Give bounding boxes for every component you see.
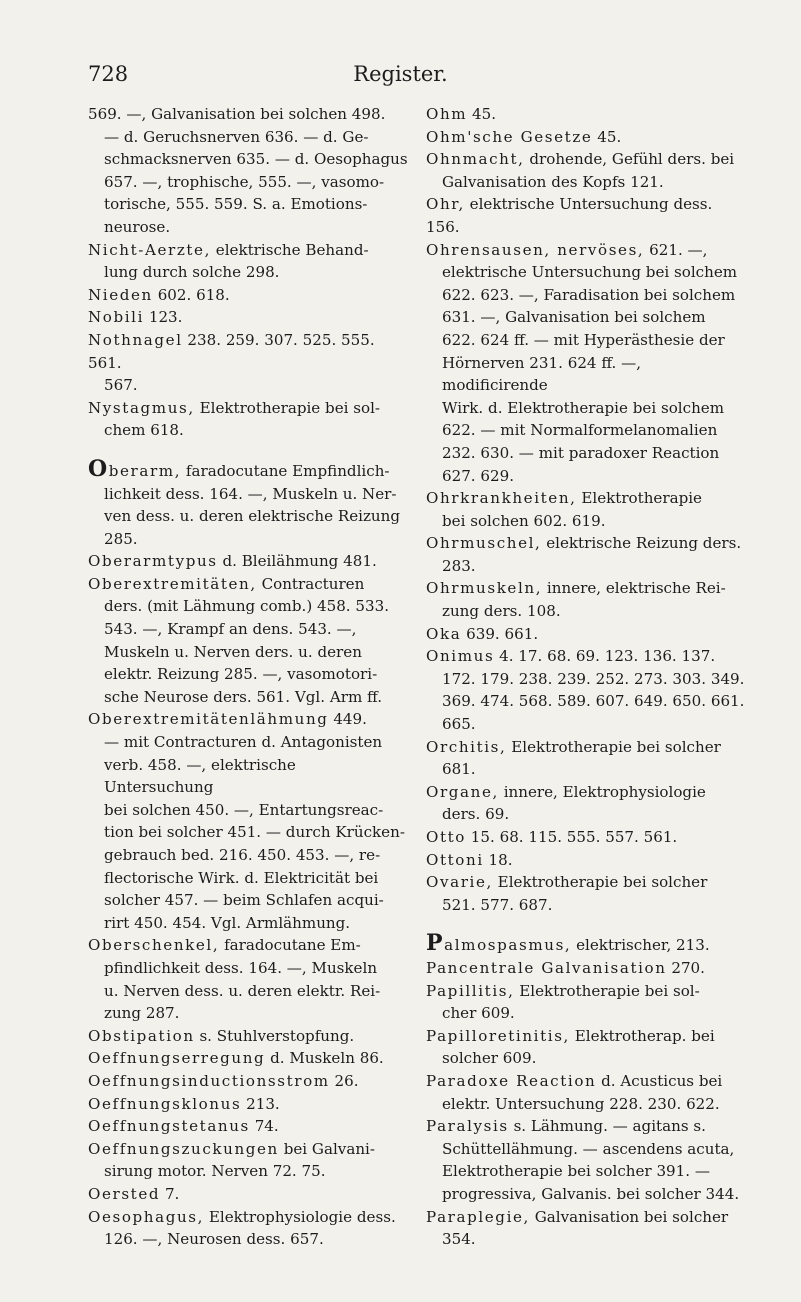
entry-keyword: Oersted [88, 1184, 161, 1203]
entry-text: 7. [160, 1184, 180, 1203]
index-entry [88, 103, 408, 239]
entry-text: pfindlichkeit dess. 164. —, Muskeln [104, 958, 378, 977]
entry-continuation-line [426, 668, 746, 691]
entry-continuation-line [88, 171, 408, 194]
entry-keyword: Palmospasmus, [426, 930, 572, 957]
index-entry [88, 1138, 408, 1183]
entry-text: s. Stuhlverstopfung. [194, 1026, 355, 1045]
index-entry [88, 934, 408, 1024]
entry-first-line [88, 329, 408, 374]
entry-keyword: Otto [426, 828, 466, 846]
entry-text: Contracturen [256, 574, 365, 593]
entry-keyword: Nystagmus, [88, 398, 195, 417]
entry-continuation-line [426, 465, 746, 488]
entry-text: 567. [104, 376, 138, 395]
entry-continuation-line [426, 284, 746, 307]
entry-keyword: Ohrmuschel, [426, 534, 542, 553]
entry-first-line [426, 871, 746, 894]
index-entry [426, 126, 746, 149]
entry-continuation-line [426, 1047, 746, 1070]
entry-text: elektr. Untersuchung 228. 230. 622. [442, 1094, 720, 1113]
entry-first-line [426, 736, 746, 759]
entry-keyword: Papillitis, [426, 981, 515, 1000]
entry-first-line [426, 532, 746, 555]
entry-text: bei Galvani- [278, 1139, 375, 1158]
entry-first-line [426, 781, 746, 804]
entry-text: 123. [144, 308, 183, 327]
index-entry [426, 532, 746, 577]
entry-continuation-line [88, 980, 408, 1003]
entry-keyword: Ohnmacht, [426, 150, 525, 169]
entry-continuation-line [426, 1002, 746, 1025]
entry-text: — mit Contracturen d. Antagonisten [104, 733, 383, 752]
entry-text: Elektrotherapie bei solcher [492, 873, 708, 892]
entry-text: 213. [241, 1094, 280, 1113]
entry-text: 665. [442, 715, 476, 734]
entry-text: 681. [442, 760, 476, 779]
entry-continuation-line [88, 483, 408, 506]
index-entry [88, 1070, 408, 1093]
entry-first-line [88, 708, 408, 731]
entry-keyword: Oberschenkel, [88, 936, 220, 955]
entry-continuation-line [88, 641, 408, 664]
entry-first-line [88, 397, 408, 420]
page-header [0, 62, 801, 90]
entry-first-line [426, 980, 746, 1003]
index-entry [426, 148, 746, 193]
index-entry [426, 957, 746, 980]
entry-text: Hörnerven 231. 624 ff. —, modificirende [442, 353, 641, 395]
index-entry [88, 306, 408, 329]
entry-text: innere, Elektrophysiologie [498, 782, 706, 801]
entry-first-line [426, 932, 746, 957]
right-column [426, 103, 746, 1251]
index-entry [426, 239, 746, 488]
entry-keyword: Oeffnungstetanus [88, 1117, 250, 1136]
entry-first-line [426, 826, 746, 849]
entry-continuation-line [426, 803, 746, 826]
entry-text: elektrische Untersuchung bei solchem [442, 263, 738, 282]
entry-first-line [88, 103, 408, 126]
entry-text: solcher 609. [442, 1049, 537, 1068]
entry-text: ders. (mit Lähmung comb.) 458. 533. [104, 597, 390, 616]
entry-continuation-line [88, 867, 408, 890]
entry-text: 657. —, trophische, 555. —, vasomo- [104, 172, 385, 191]
entry-text: Galvanisation des Kopfs 121. [442, 172, 664, 191]
entry-text: 26. [329, 1071, 359, 1090]
entry-continuation-line [426, 1160, 746, 1183]
index-entry [88, 1047, 408, 1070]
index-entry [426, 781, 746, 826]
entry-continuation-line [426, 1228, 746, 1251]
index-entry [426, 1070, 746, 1115]
entry-text: neurose. [104, 217, 171, 236]
entry-text: verb. 458. —, elektrische Untersuchung [104, 755, 296, 797]
index-entry [88, 455, 408, 550]
entry-first-line [426, 126, 746, 149]
entry-continuation-line [426, 600, 746, 623]
entry-first-line [88, 1138, 408, 1161]
entry-continuation-line [88, 731, 408, 754]
entry-text: 354. [442, 1230, 476, 1249]
entry-first-line [426, 577, 746, 600]
entry-text: cher 609. [442, 1004, 515, 1023]
index-entry [88, 239, 408, 284]
entry-continuation-line [88, 663, 408, 686]
entry-continuation-line [88, 216, 408, 239]
entry-first-line [88, 1093, 408, 1116]
entry-text: 639. 661. [461, 624, 539, 643]
index-entry [88, 397, 408, 442]
entry-continuation-line [88, 261, 408, 284]
entry-text: Galvanisation bei solcher [529, 1207, 729, 1226]
entry-first-line [426, 193, 746, 238]
entry-continuation-line [426, 442, 746, 465]
entry-keyword: Nicht-Aerzte, [88, 240, 211, 259]
index-entry [426, 980, 746, 1025]
entry-text: 285. [104, 529, 138, 548]
entry-keyword: Ohrmuskeln, [426, 579, 543, 598]
entry-continuation-line [88, 799, 408, 822]
entry-text: progressiva, Galvanis. bei solcher 344. [442, 1184, 740, 1203]
entry-keyword: Oeffnungserregung [88, 1049, 266, 1068]
entry-keyword: Ohrkrankheiten, [426, 489, 577, 508]
entry-text: sirung motor. Nerven 72. 75. [104, 1162, 326, 1181]
entry-text: 569. —, Galvanisation bei solchen 498. [88, 105, 386, 123]
entry-text: 45. [592, 127, 622, 146]
left-column [88, 103, 408, 1251]
entry-text: bei solchen 602. 619. [442, 511, 606, 530]
index-entry [88, 1183, 408, 1206]
entry-continuation-line [426, 690, 746, 713]
entry-continuation-line [88, 595, 408, 618]
entry-text: s. Lähmung. — agitans s. [508, 1117, 706, 1136]
entry-continuation-line [426, 352, 746, 397]
entry-text: 283. [442, 556, 476, 575]
entry-continuation-line [88, 1002, 408, 1025]
entry-first-line [88, 1070, 408, 1093]
entry-text: elektrischer, 213. [571, 936, 710, 955]
index-entry [426, 577, 746, 622]
entry-keyword: Paraplegie, [426, 1207, 530, 1226]
entry-keyword: Obstipation [88, 1026, 195, 1045]
entry-text: elektr. Reizung 285. —, vasomotori- [104, 665, 378, 684]
entry-text: 622. 623. —, Faradisation bei solchem [442, 285, 736, 304]
entry-keyword: Oberextremitätenlähmung [88, 710, 329, 729]
entry-first-line [426, 239, 746, 262]
entry-text: Schüttellähmung. — ascendens acuta, [442, 1139, 735, 1158]
entry-text: faradocutane Em- [219, 936, 361, 955]
index-entry [426, 1115, 746, 1205]
entry-continuation-line [88, 754, 408, 799]
entry-text: 238. 259. 307. 525. 555. 561. [88, 330, 375, 372]
entry-first-line [88, 306, 408, 329]
entry-continuation-line [88, 528, 408, 551]
page-number: 728 [88, 62, 129, 86]
entry-text: 15. 68. 115. 555. 557. 561. [466, 828, 678, 846]
entry-first-line [426, 1070, 746, 1093]
entry-text: faradocutane Empfindlich- [181, 461, 390, 480]
index-entry [88, 708, 408, 934]
entry-continuation-line [426, 555, 746, 578]
entry-text: Elektrotherapie bei sol- [194, 398, 381, 417]
index-entry [426, 103, 746, 126]
entry-text: u. Nerven dess. u. deren elektr. Rei- [104, 981, 381, 1000]
entry-text: lichkeit dess. 164. —, Muskeln u. Ner- [104, 484, 397, 503]
entry-first-line [426, 623, 746, 646]
entry-continuation-line [88, 821, 408, 844]
entry-text: Muskeln u. Nerven ders. u. deren [104, 642, 362, 661]
entry-first-line [426, 849, 746, 872]
entry-continuation-line [426, 1138, 746, 1161]
entry-keyword: Ohr, [426, 195, 465, 214]
entry-text: Elektrotherapie bei solcher [506, 737, 721, 756]
index-entry [426, 849, 746, 872]
entry-text: 270. [666, 958, 705, 977]
entry-first-line [426, 957, 746, 980]
entry-text: d. Bleilähmung 481. [217, 552, 377, 571]
index-entry [88, 573, 408, 709]
entry-text: 602. 618. [152, 285, 230, 304]
entry-text: Elektrotherap. bei [569, 1026, 715, 1045]
index-entry [426, 1025, 746, 1070]
entry-text: elektrische Reizung ders. [541, 534, 742, 553]
entry-first-line [88, 1115, 408, 1138]
index-entry [426, 736, 746, 781]
entry-text: Elektrotherapie [576, 489, 702, 508]
entry-gap [88, 442, 408, 458]
entry-continuation-line [88, 1160, 408, 1183]
entry-keyword: Paralysis [426, 1117, 509, 1136]
entry-first-line [88, 1183, 408, 1206]
entry-continuation-line [426, 397, 746, 420]
entry-text: ven dess. u. deren elektrische Reizung [104, 507, 401, 526]
entry-text: rirt 450. 454. Vgl. Armlähmung. [104, 913, 351, 932]
entry-text: 543. —, Krampf an dens. 543. —, [104, 620, 357, 639]
entry-text: 126. —, Neurosen dess. 657. [104, 1230, 324, 1249]
entry-text: chem 618. [104, 421, 184, 440]
entry-continuation-line [426, 713, 746, 736]
entry-keyword: Oeffnungsklonus [88, 1094, 242, 1113]
entry-text: 45. [467, 105, 497, 123]
entry-text: 232. 630. — mit paradoxer Reaction [442, 443, 720, 462]
running-head: Register. [353, 62, 448, 86]
entry-text: solcher 457. — beim Schlafen acqui- [104, 891, 384, 910]
entry-keyword: Orchitis, [426, 737, 507, 756]
entry-continuation-line [426, 419, 746, 442]
entry-text: 74. [249, 1117, 279, 1136]
entry-text: 627. 629. [442, 466, 515, 485]
entry-text: 369. 474. 568. 589. 607. 649. 650. 661. [442, 692, 745, 711]
entry-text: 621. —, [644, 240, 708, 259]
entry-text: zung ders. 108. [442, 602, 561, 621]
entry-first-line [426, 103, 746, 126]
entry-first-line [88, 1025, 408, 1048]
entry-first-line [88, 550, 408, 573]
entry-text: 521. 577. 687. [442, 895, 553, 914]
entry-first-line [88, 934, 408, 957]
entry-keyword: Oka [426, 624, 462, 643]
entry-text: ders. 69. [442, 805, 510, 824]
entry-first-line [88, 455, 408, 483]
entry-keyword: Oberarm, [88, 455, 182, 482]
entry-text: Wirk. d. Elektrotherapie bei solchem [442, 398, 725, 417]
index-entry [88, 1025, 408, 1048]
entry-keyword: Nieden [88, 285, 153, 304]
entry-continuation-line [88, 889, 408, 912]
entry-text: gebrauch bed. 216. 450. 453. —, re- [104, 846, 381, 864]
index-entry [426, 826, 746, 849]
entry-text: d. Muskeln 86. [265, 1049, 384, 1068]
entry-keyword: Ohm [426, 105, 468, 123]
entry-continuation-line [426, 329, 746, 352]
entry-first-line [426, 487, 746, 510]
entry-text: drohende, Gefühl ders. bei [524, 150, 735, 169]
index-entry [426, 623, 746, 646]
entry-text: torische, 555. 559. S. a. Emotions- [104, 195, 368, 214]
entry-continuation-line [426, 758, 746, 781]
entry-text: innere, elektrische Rei- [542, 579, 726, 598]
entry-continuation-line [88, 148, 408, 171]
entry-text: 622. — mit Normalformelanomalien [442, 421, 718, 440]
entry-continuation-line [88, 957, 408, 980]
index-entry [426, 932, 746, 957]
entry-text: 18. [483, 850, 513, 869]
entry-text: Elektrotherapie bei sol- [514, 981, 700, 1000]
index-entry [426, 487, 746, 532]
entry-keyword: Oeffnungsinductionsstrom [88, 1071, 330, 1090]
entry-keyword: Oberextremitäten, [88, 574, 257, 593]
entry-continuation-line [88, 193, 408, 216]
entry-keyword: Ovarie, [426, 873, 493, 892]
entry-keyword: Pancentrale Galvanisation [426, 958, 667, 977]
entry-text: 172. 179. 238. 239. 252. 273. 303. 349. [442, 669, 745, 688]
entry-continuation-line [88, 419, 408, 442]
index-entry [426, 1206, 746, 1251]
entry-keyword: Oberarmtypus [88, 552, 218, 571]
entry-text: flectorische Wirk. d. Elektricität bei [104, 868, 379, 887]
entry-text: bei solchen 450. —, Entartungsreac- [104, 800, 384, 819]
entry-continuation-line [426, 894, 746, 917]
entry-keyword: Nothnagel [88, 330, 183, 349]
entry-continuation-line [88, 374, 408, 397]
entry-continuation-line [88, 618, 408, 641]
index-entry [88, 1206, 408, 1251]
entry-continuation-line [88, 686, 408, 709]
entry-first-line [88, 1047, 408, 1070]
entry-first-line [426, 148, 746, 171]
entry-text: — d. Geruchsnerven 636. — d. Ge- [104, 127, 369, 146]
entry-first-line [88, 284, 408, 307]
entry-gap [426, 916, 746, 932]
entry-text: schmacksnerven 635. — d. Oesophagus [104, 150, 408, 169]
entry-text: Elektrotherapie bei solcher 391. — [442, 1162, 710, 1181]
entry-first-line [426, 1025, 746, 1048]
entry-text: tion bei solcher 451. — durch Krücken- [104, 823, 405, 842]
entry-text: 4. 17. 68. 69. 123. 136. 137. [494, 647, 716, 666]
entry-first-line [88, 239, 408, 262]
entry-keyword: Nobili [88, 308, 145, 327]
entry-text: lung durch solche 298. [104, 263, 280, 282]
entry-keyword: Ohrensausen, nervöses, [426, 240, 645, 259]
entry-keyword: Papilloretinitis, [426, 1026, 570, 1045]
entry-continuation-line [426, 1183, 746, 1206]
index-entry [88, 329, 408, 397]
entry-text: zung 287. [104, 1004, 180, 1023]
entry-text: 631. —, Galvanisation bei solchem [442, 308, 706, 327]
entry-keyword: Oeffnungszuckungen [88, 1139, 279, 1158]
entry-keyword: Oesophagus, [88, 1207, 205, 1226]
entry-keyword: Paradoxe Reaction [426, 1071, 597, 1090]
entry-keyword: Onimus [426, 647, 495, 666]
entry-first-line [426, 645, 746, 668]
entry-continuation-line [88, 505, 408, 528]
index-entry [426, 645, 746, 735]
index-entry [88, 284, 408, 307]
entry-continuation-line [426, 510, 746, 533]
entry-first-line [88, 573, 408, 596]
entry-continuation-line [426, 171, 746, 194]
index-entry [88, 1093, 408, 1116]
entry-continuation-line [426, 1093, 746, 1116]
entry-continuation-line [88, 844, 408, 867]
entry-text: sche Neurose ders. 561. Vgl. Arm ff. [104, 687, 383, 706]
entry-keyword: Ottoni [426, 850, 484, 869]
entry-text: elektrische Untersuchung dess. 156. [426, 195, 713, 236]
entry-first-line [426, 1115, 746, 1138]
entry-text: 622. 624 ff. — mit Hyperästhesie der [442, 330, 725, 349]
index-entry [426, 871, 746, 916]
entry-continuation-line [426, 261, 746, 284]
entry-continuation-line [88, 126, 408, 149]
entry-continuation-line [88, 1228, 408, 1251]
entry-text: Elektrophysiologie dess. [204, 1207, 396, 1226]
index-entry [88, 550, 408, 573]
entry-text: elektrische Behand- [210, 240, 369, 259]
entry-text: 449. [328, 710, 367, 729]
entry-text: d. Acusticus bei [596, 1071, 723, 1090]
index-entry [88, 1115, 408, 1138]
entry-keyword: Organe, [426, 782, 499, 801]
index-entry [426, 193, 746, 238]
entry-continuation-line [426, 306, 746, 329]
entry-continuation-line [88, 912, 408, 935]
entry-first-line [426, 1206, 746, 1229]
entry-keyword: Ohm'sche Gesetze [426, 127, 593, 146]
entry-first-line [88, 1206, 408, 1229]
